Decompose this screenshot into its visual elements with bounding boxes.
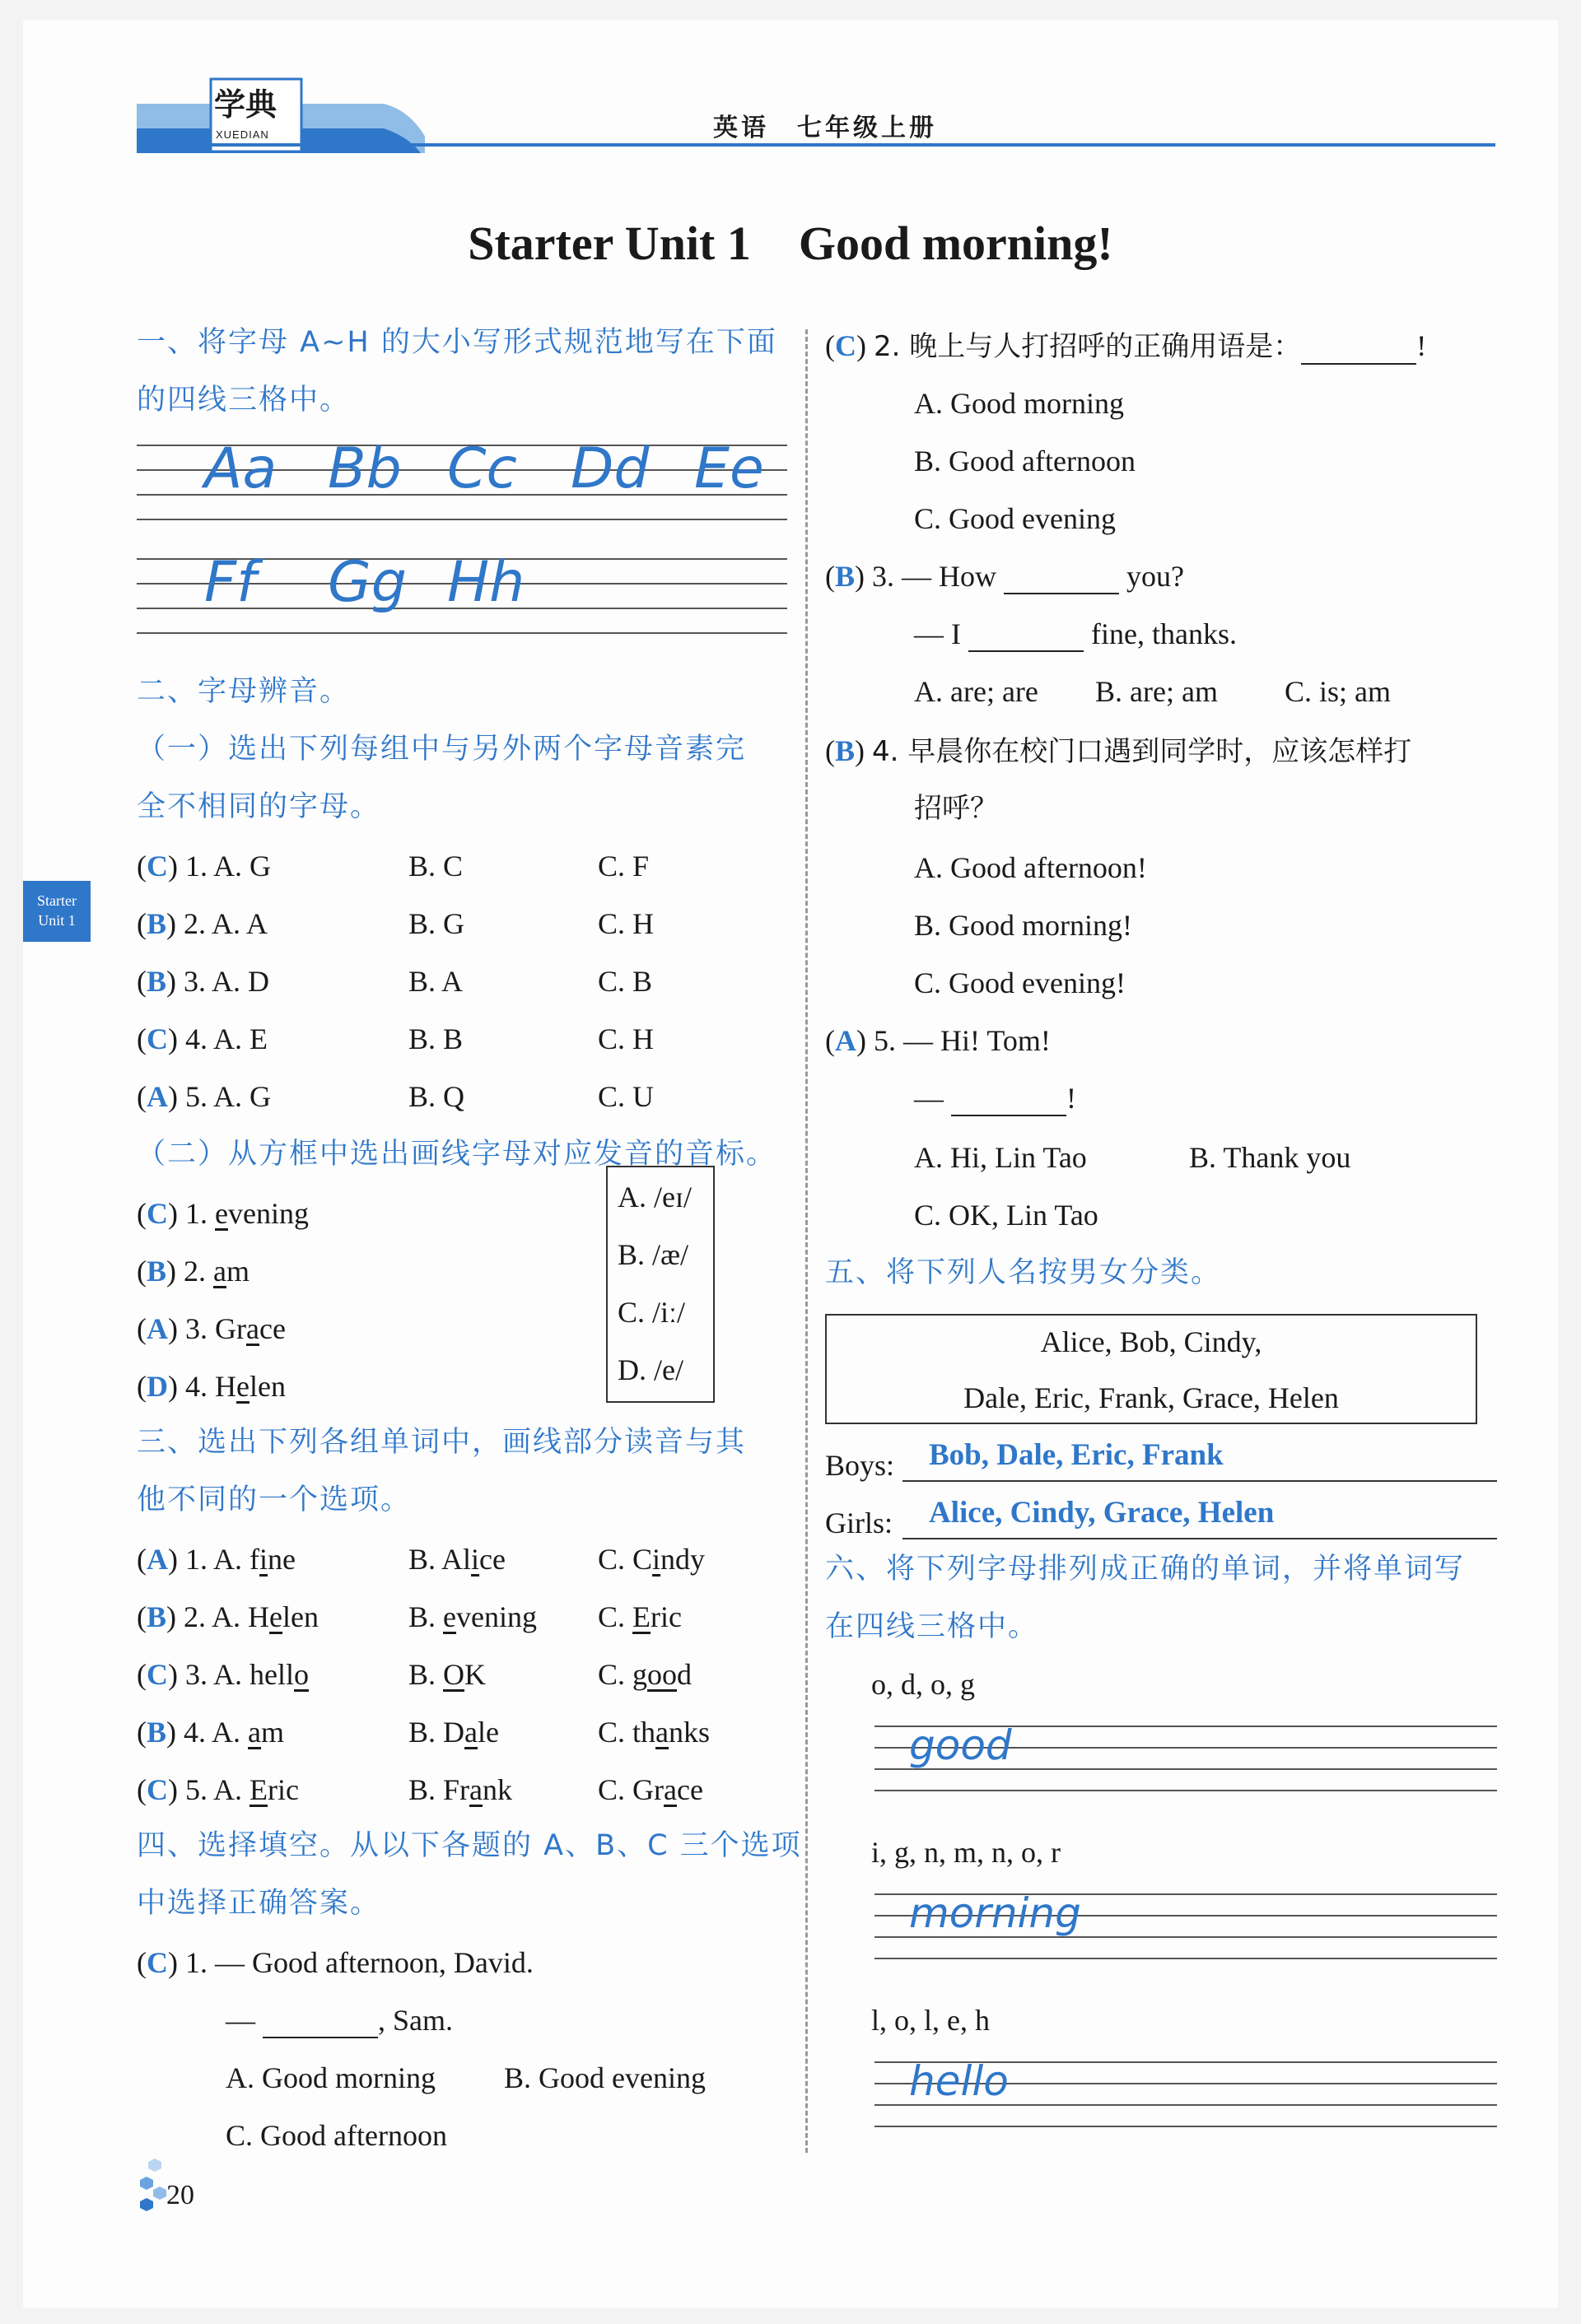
header-banner [137, 71, 425, 161]
boys-label: Boys: [825, 1449, 895, 1482]
s4-q5-line2: — ! [914, 1082, 1076, 1115]
s4-q1-option-a: A. Good morning [226, 2061, 436, 2094]
question: 2. A. A [184, 907, 268, 940]
s4-q5-option-b: B. Thank you [1189, 1141, 1351, 1174]
page-number: 20 [166, 2180, 194, 2210]
answer: B [147, 965, 167, 998]
option-c: C. B [598, 965, 653, 998]
s5-heading: 五、将下列人名按男女分类。 [825, 1256, 1222, 1289]
girls-label: Girls: [825, 1507, 893, 1539]
s4-heading-line1: 四、选择填空。从以下各题的 A、B、C 三个选项 [137, 1829, 802, 1862]
letters-bb: Bb [328, 436, 402, 501]
s6-heading-line2: 在四线三格中。 [825, 1610, 1039, 1643]
s4-q5-option-a: A. Hi, Lin Tao [914, 1141, 1087, 1174]
s6-item1-letters: o, d, o, g [871, 1668, 975, 1701]
logo-text: 学典 [214, 86, 277, 123]
s3-heading-line1: 三、选出下列各组单词中，画线部分读音与其 [137, 1426, 747, 1459]
letters-cc: Cc [447, 436, 517, 501]
option-b: B. A [408, 965, 464, 998]
s2b-q4: (D) 4. Helen [137, 1370, 286, 1403]
option-b: B. C [408, 850, 464, 883]
names-line2: Dale, Eric, Frank, Grace, Helen [963, 1381, 1339, 1414]
option-c: C. H [598, 1022, 655, 1055]
s4-q2-option-c: C. Good evening [914, 502, 1116, 535]
s4-q5-line1: (A) 5. — Hi! Tom! [825, 1024, 1051, 1057]
girls-answer-line [902, 1538, 1497, 1539]
s2b-q1: (C) 1. evening [137, 1197, 309, 1230]
option-b: B. G [408, 907, 465, 940]
workbook-page: 学典 XUEDIAN 英语 七年级上册 Starter Unit 1 Starter Unit 1 Good morning! 一、将字母 A~H 的大小写形式规范地写在下面 的四线三格中。 Aa Bb Cc Dd Ee Ff Gg Hh 二、字母辨音。 （一）选出下列每组中与另外两个字母音素完 全不相同的字母。 (C) 1. A. G B. C C. F (B) 2. A. A B. G C. H (B) 3. A. D B. A C. B (C) 4. A. E B. B C. H (A) 5. A. G B. Q C. U （二）从方框中选出画线字母对应发音的音标。 (C) 1. evening (B) 2. am (A) 3. Grace (D) 4. Helen A. /eɪ/ B. /æ/ C. /iː/ D. /e/ 三、选出下列各组单词中，画线部分读音与其 他不同的一个选项。 (A) 1. A. fine B. Alice C. Cindy (B) 2. A. Helen B. evening C. Eric (C) 3. A. hello B. OK C. good (B) 4. A. am B. Dale C. thanks (C) 5. A. Eric B. Frank C. Grace 四、选择填空。从以下各题的 A、B、C 三个选项 中选择正确答案。 (C) 1. — Good afternoon, David. — , Sam. A. Good morning B. Good evening C. Good afternoon 20 (C) 2. 晚上与人打招呼的正确用语是： ! A. Good morning B. Good afternoon C. Good evening (B) 3. — How you? — I fine, thanks. A. are; are B. are; am C. is; am (B) 4. 早晨你在校门口遇到同学时，应该怎样打 招呼？ A. Good afternoon! B. Good morning! C. Good evening! (A) 5. — Hi! Tom! — ! A. Hi, Lin Tao B. Thank you C. OK, Lin Tao 五、将下列人名按男女分类。 Alice, Bob, Cindy, Dale, Eric, Frank, Grace, Helen Boys: Bob, Dale, Eric, Frank Girls: Alice, Cindy, Grace, Helen 六、将下列字母排列成正确的单词，并将单词写 在四线三格中。 o, d, o, g good i, g, n, m, n, o, r morning l, o, l, e, h hello [23, 20, 1558, 2308]
s4-q1-line2: — , Sam. [226, 2004, 454, 2037]
s6-heading-line1: 六、将下列字母排列成正确的单词，并将单词写 [825, 1553, 1466, 1586]
s4-heading-line2: 中选择正确答案。 [137, 1887, 381, 1920]
s4-q4-line1: (B) 4. 早晨你在校门口遇到同学时，应该怎样打 [825, 734, 1412, 768]
boys-answer: Bob, Dale, Eric, Frank [929, 1438, 1224, 1472]
answer: B [147, 1716, 167, 1749]
answer: A [147, 1080, 168, 1113]
question: 3. A. D [184, 965, 270, 998]
option-b: B. B [408, 1022, 464, 1055]
s3-heading-line2: 他不同的一个选项。 [137, 1483, 412, 1516]
answer: C [835, 329, 856, 362]
s4-q3-line1: (B) 3. — How you? [825, 560, 1184, 593]
answer: C [147, 850, 168, 883]
names-line1: Alice, Bob, Cindy, [1040, 1325, 1262, 1358]
phonetic-d: D. /e/ [618, 1353, 683, 1386]
s4-q2-line1: (C) 2. 晚上与人打招呼的正确用语是： ! [825, 329, 1427, 363]
header-rule [137, 143, 1495, 147]
answer: A [835, 1024, 856, 1057]
s4-q4-option-c: C. Good evening! [914, 966, 1126, 999]
answer: D [147, 1370, 168, 1403]
s6-item3-word: hello [909, 2057, 1009, 2105]
unit-side-tab [23, 881, 91, 942]
s2-sub2: （二）从方框中选出画线字母对应发音的音标。 [137, 1138, 777, 1171]
option-c: C. U [598, 1080, 655, 1113]
option-c: C. H [598, 907, 655, 940]
answer: C [147, 1658, 168, 1691]
s4-q2-option-a: A. Good morning [914, 387, 1124, 420]
answer: C [147, 1773, 168, 1806]
phonetic-c: C. /iː/ [618, 1296, 686, 1329]
letters-dd: Dd [571, 436, 650, 501]
s2b-q3: (A) 3. Grace [137, 1312, 286, 1345]
s1-heading-line1: 一、将字母 A~H 的大小写形式规范地写在下面 [137, 326, 777, 359]
answer: A [147, 1312, 168, 1345]
s4-q2-option-b: B. Good afternoon [914, 445, 1136, 477]
column-divider [805, 329, 808, 2153]
s4-q1-option-b: B. Good evening [504, 2061, 706, 2094]
option-c: C. F [598, 850, 650, 883]
s6-item3-letters: l, o, l, e, h [871, 2004, 990, 2037]
logo-subtext: XUEDIAN [216, 128, 269, 141]
s6-item2-word: morning [909, 1889, 1081, 1937]
letters-hh: Hh [447, 550, 525, 615]
s1-heading-line2: 的四线三格中。 [137, 384, 351, 417]
s6-item1-word: good [909, 1721, 1012, 1769]
letters-gg: Gg [328, 550, 407, 615]
book-title: 英语 七年级上册 [713, 114, 937, 142]
s4-q4-option-b: B. Good morning! [914, 909, 1132, 942]
side-tab-line2: Unit 1 [38, 912, 76, 929]
s4-q3-option-a: A. are; are [914, 675, 1038, 708]
side-tab-line1: Starter [37, 892, 77, 909]
boys-answer-line [902, 1480, 1497, 1482]
s2b-q2: (B) 2. am [137, 1255, 250, 1288]
s4-q4-option-a: A. Good afternoon! [914, 851, 1147, 884]
question: 5. A. G [185, 1080, 272, 1113]
answer: C [147, 1197, 168, 1230]
answer: C [147, 1022, 168, 1055]
letters-aa: Aa [204, 436, 277, 501]
question: 1. A. G [185, 850, 272, 883]
answer: C [147, 1946, 168, 1979]
answer: B [147, 907, 167, 940]
answer: B [147, 1600, 167, 1633]
phonetic-b: B. /æ/ [618, 1238, 689, 1271]
girls-answer: Alice, Cindy, Grace, Helen [929, 1496, 1275, 1530]
answer: B [835, 560, 856, 593]
s4-q4-line2: 招呼？ [914, 792, 998, 825]
answer: A [147, 1543, 168, 1576]
s4-q5-option-c: C. OK, Lin Tao [914, 1199, 1098, 1232]
letters-ff: Ff [204, 550, 257, 615]
answer: B [147, 1255, 167, 1288]
s2-sub1-line2: 全不相同的字母。 [137, 790, 381, 823]
option-b: B. Q [408, 1080, 465, 1113]
s6-item2-letters: i, g, n, m, n, o, r [871, 1836, 1061, 1869]
phonetic-a: A. /eɪ/ [618, 1181, 692, 1213]
letters-ee: Ee [694, 436, 764, 501]
s4-q1-line1: (C) 1. — Good afternoon, David. [137, 1946, 534, 1979]
s2-heading: 二、字母辨音。 [137, 675, 351, 708]
s4-q1-option-c: C. Good afternoon [226, 2119, 447, 2152]
answer: B [835, 734, 856, 767]
s4-q3-option-b: B. are; am [1095, 675, 1218, 708]
s4-q3-option-c: C. is; am [1285, 675, 1392, 708]
s2-sub1-line1: （一）选出下列每组中与另外两个字母音素完 [137, 733, 747, 766]
question: 4. A. E [185, 1022, 268, 1055]
s4-q3-line2: — I fine, thanks. [914, 617, 1237, 650]
page-title: Starter Unit 1 Good morning! [468, 217, 1113, 270]
